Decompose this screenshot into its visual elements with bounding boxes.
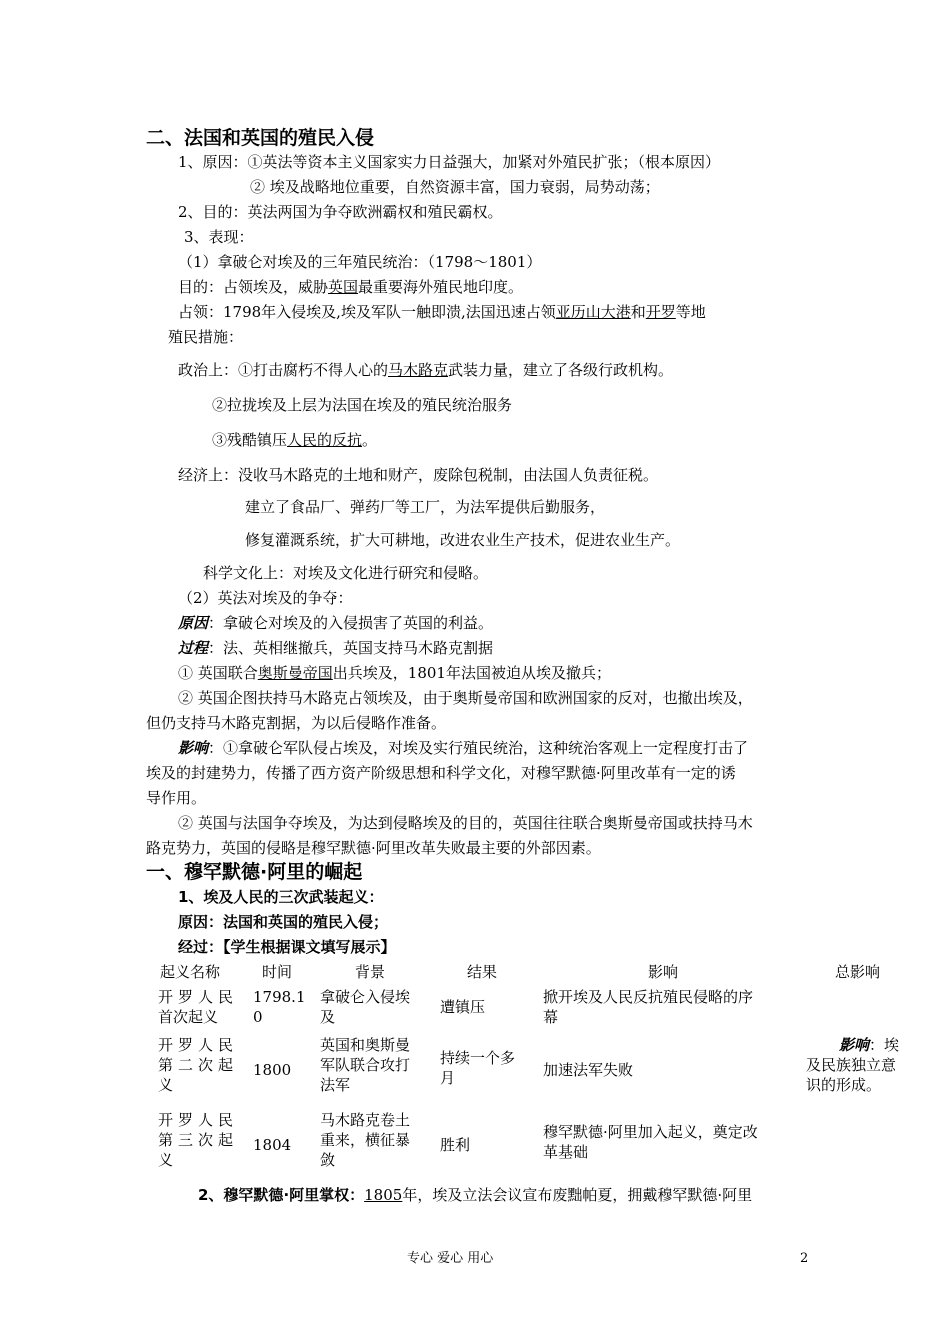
table-row-1-background — [320, 987, 410, 1027]
process-point-1 — [178, 663, 611, 683]
uprisings-subheading: 1、埃及人民的三次武装起义： — [178, 888, 384, 906]
political-measure-3 — [212, 430, 377, 450]
political-1-text-b: 武装力量，建立了各级行政机构。 — [448, 361, 674, 379]
row-1-bg-line-2: 及 — [320, 1008, 336, 1026]
table-header-overall-impact: 总影响 — [835, 963, 881, 981]
impact-point-1-c: 导作用。 — [146, 789, 207, 807]
table-row-1-time — [253, 987, 306, 1027]
section-title-muhammad-ali: 一、穆罕默德·阿里的崛起 — [146, 861, 363, 883]
manifestation-line: 3、表现： — [184, 228, 254, 246]
row-3-bg-line-2: 重来，横征暴 — [320, 1131, 411, 1149]
overall-impact-line-3: 识的形成。 — [806, 1076, 882, 1094]
table-row-3-name — [158, 1110, 238, 1170]
row-2-name-line-1: 开罗人民 — [158, 1036, 239, 1054]
impact-point-1-a — [178, 738, 748, 758]
economic-measure-2: 建立了食品厂、弹药厂等工厂，为法军提供后勤服务， — [245, 498, 606, 516]
napoleon-rule-heading: （1）拿破仑对埃及的三年殖民统治：（1798～1801） — [178, 253, 542, 271]
row-2-name-line-2: 第二次起 — [158, 1056, 239, 1074]
table-row-3-time: 1804 — [253, 1136, 292, 1154]
row-3-impact-line-1: 穆罕默德·阿里加入起义，奠定改 — [543, 1123, 758, 1141]
row-3-name-line-3: 义 — [158, 1151, 179, 1169]
row-1-name-line-2: 首次起义 — [158, 1008, 219, 1026]
rivalry-reason-label: 原因 — [178, 614, 209, 632]
political-1-text-a: 政治上：①打击腐朽不得人心的 — [178, 361, 389, 379]
takes-power-label: 2、穆罕默德·阿里掌权： — [198, 1186, 365, 1204]
table-row-3-impact — [543, 1122, 758, 1162]
occupation-alexandria: 亚历山大港 — [555, 303, 631, 321]
napoleon-occupation — [178, 302, 706, 322]
rivalry-reason — [178, 613, 493, 633]
uprisings-course: 经过：【学生根据课文填写展示】 — [178, 938, 396, 956]
purpose-line: 2、目的：英法两国为争夺欧洲霸权和殖民霸权。 — [178, 203, 503, 221]
rivalry-process — [178, 638, 493, 658]
table-header-time: 时间 — [262, 963, 293, 981]
reason-line-2: ② 埃及战略地位重要，自然资源丰富，国力衰弱，局势动荡； — [250, 178, 660, 196]
row-1-time-line-2: 0 — [253, 1008, 263, 1026]
takes-power-text: 年，埃及立法会议宣布废黜帕夏，拥戴穆罕默德·阿里 — [402, 1186, 753, 1204]
table-overall-impact — [806, 1035, 899, 1095]
table-row-3-background — [320, 1110, 410, 1170]
row-3-bg-line-1: 马木路克卷土 — [320, 1111, 411, 1129]
process-point-2-b: 但仍支持马木路克割据，为以后侵略作准备。 — [146, 714, 447, 732]
row-1-impact-line-2: 幕 — [543, 1008, 559, 1026]
table-header-name: 起义名称 — [160, 963, 221, 981]
row-1-bg-line-1: 拿破仑入侵埃 — [320, 988, 411, 1006]
footer-motto: 专心 爱心 用心 — [407, 1251, 494, 1266]
overall-impact-text-1: ：埃 — [869, 1036, 900, 1054]
row-2-bg-line-3: 法军 — [320, 1076, 351, 1094]
economic-measure-1: 经济上：没收马木路克的土地和财产，废除包税制，由法国人负责征税。 — [178, 466, 659, 484]
table-row-1-impact — [543, 987, 753, 1027]
process-point-2-a: ② 英国企图扶持马木路克占领埃及，由于奥斯曼帝国和欧洲国家的反对，也撤出埃及， — [178, 689, 753, 707]
row-2-name-line-3: 义 — [158, 1076, 179, 1094]
row-3-impact-line-2: 革基础 — [543, 1143, 589, 1161]
process-1-ottoman: 奥斯曼帝国 — [257, 664, 333, 682]
uprisings-cause-text: 原因：法国和英国的殖民入侵； — [178, 913, 389, 931]
table-header-background: 背景 — [355, 963, 386, 981]
row-3-bg-line-3: 敛 — [320, 1151, 336, 1169]
table-row-1-name — [158, 987, 238, 1027]
table-header-result: 结果 — [467, 963, 498, 981]
political-1-mamluk: 马木路克 — [388, 361, 449, 379]
political-measure-2: ②拉拢埃及上层为法国在埃及的殖民统治服务 — [212, 396, 513, 414]
row-2-bg-line-1: 英国和奥斯曼 — [320, 1036, 411, 1054]
table-row-2-result — [440, 1048, 515, 1088]
table-row-3-result: 胜利 — [440, 1136, 471, 1154]
process-1-text-a: ① 英国联合 — [178, 664, 258, 682]
occupation-text-c: 等地 — [675, 303, 706, 321]
political-3-text-a: ③残酷镇压 — [212, 431, 288, 449]
political-3-resistance: 人民的反抗 — [287, 431, 363, 449]
impact-point-2-a: ② 英国与法国争夺埃及，为达到侵略埃及的目的，英国往往联合奥斯曼帝国或扶持马木 — [178, 814, 753, 832]
page-number: 2 — [800, 1251, 809, 1266]
impact-1-text-a: ：①拿破仑军队侵占埃及，对埃及实行殖民统治，这种统治客观上一定程度打击了 — [208, 739, 749, 757]
napoleon-purpose-text-b: 最重要海外殖民地印度。 — [358, 278, 524, 296]
occupation-text-a: 占领：1798年入侵埃及,埃及军队一触即溃,法国迅速占领 — [178, 303, 556, 321]
muhammad-ali-takes-power — [198, 1185, 752, 1205]
row-2-bg-line-2: 军队联合攻打 — [320, 1056, 411, 1074]
row-2-result-line-1: 持续一个多 — [440, 1049, 516, 1067]
table-row-2-time: 1800 — [253, 1061, 292, 1079]
economic-measure-3: 修复灌溉系统，扩大可耕地，改进农业生产技术，促进农业生产。 — [245, 531, 681, 549]
process-1-text-b: 出兵埃及，1801年法国被迫从埃及撤兵； — [332, 664, 611, 682]
table-header-impact: 影响 — [648, 963, 679, 981]
overall-impact-line-2: 及民族独立意 — [806, 1056, 897, 1074]
overall-impact-line-1 — [806, 1035, 899, 1055]
impact-label: 影响 — [178, 739, 209, 757]
table-row-2-background — [320, 1035, 410, 1095]
table-row-2-name — [158, 1035, 238, 1095]
colonial-measures-label: 殖民措施： — [168, 328, 244, 346]
rivalry-process-text: ：法、英相继撤兵，英国支持马木路克割据 — [208, 639, 494, 657]
row-1-name-line-1: 开罗人民 — [158, 988, 239, 1006]
overall-impact-label: 影响 — [839, 1036, 870, 1054]
impact-point-2-b: 路克势力，英国的侵略是穆罕默德·阿里改革失败最主要的外部因素。 — [146, 839, 601, 857]
table-row-1-result: 遭镇压 — [440, 998, 486, 1016]
row-1-impact-line-1: 掀开埃及人民反抗殖民侵略的序 — [543, 988, 754, 1006]
rivalry-process-label: 过程 — [178, 639, 209, 657]
anglo-french-rivalry-heading: （2）英法对埃及的争夺： — [178, 589, 353, 607]
table-row-2-impact: 加速法军失败 — [543, 1061, 634, 1079]
political-measure-1 — [178, 360, 673, 380]
occupation-cairo: 开罗 — [645, 303, 676, 321]
row-2-result-line-2: 月 — [440, 1069, 456, 1087]
science-culture-measure: 科学文化上：对埃及文化进行研究和侵略。 — [203, 564, 489, 582]
takes-power-year: 1805 — [364, 1186, 403, 1204]
occupation-text-b: 和 — [630, 303, 646, 321]
reason-line-1: 1、原因：①英法等资本主义国家实力日益强大，加紧对外殖民扩张；（根本原因） — [178, 153, 721, 171]
row-1-time-line-1: 1798.1 — [253, 988, 306, 1006]
napoleon-purpose — [178, 277, 523, 297]
napoleon-purpose-text-a: 目的：占领埃及，威胁 — [178, 278, 329, 296]
political-3-text-b: 。 — [362, 431, 378, 449]
uprisings-cause — [178, 912, 388, 932]
napoleon-purpose-britain: 英国 — [328, 278, 359, 296]
row-3-name-line-2: 第三次起 — [158, 1131, 239, 1149]
rivalry-reason-text: ：拿破仑对埃及的入侵损害了英国的利益。 — [208, 614, 494, 632]
row-3-name-line-1: 开罗人民 — [158, 1111, 239, 1129]
impact-point-1-b: 埃及的封建势力，传播了西方资产阶级思想和科学文化，对穆罕默德·阿里改革有一定的诱 — [146, 764, 736, 782]
section-title-colonial-invasion: 二、法国和英国的殖民入侵 — [146, 127, 375, 149]
